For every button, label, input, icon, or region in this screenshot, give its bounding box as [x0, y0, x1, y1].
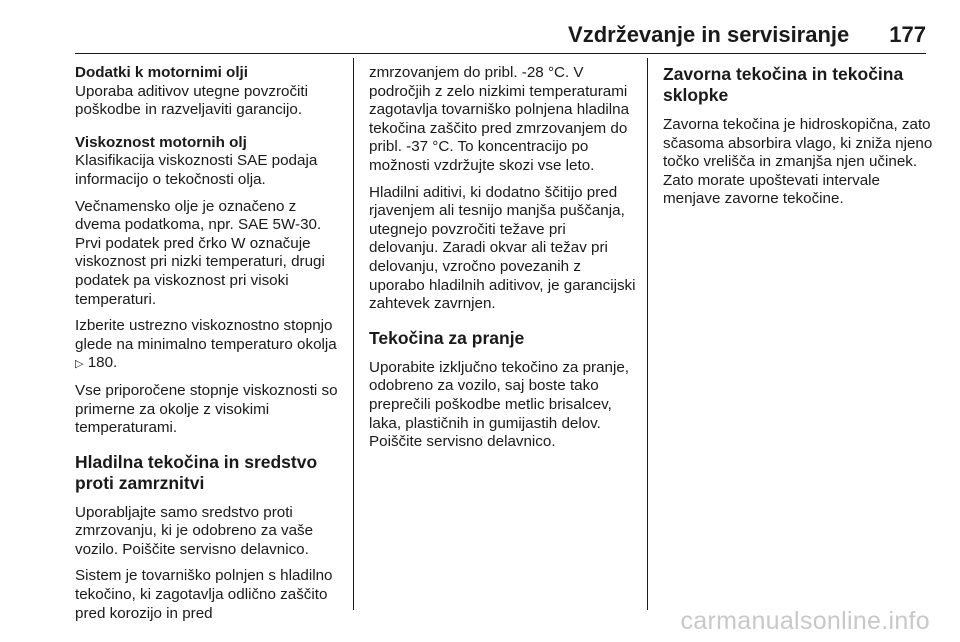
column-2 [369, 64, 639, 460]
paragraph: Hladilni aditivi, ki dodatno ščitijo pred rjavenjem ali tesnijo manjša puščanja, utegnejo povzročiti težave pri delovanju. Zaradi okvar ali težav pri delovanju, vzročno povezanih z uporabo hladilnih aditivov, je garancijski zahtevek zavrnjen. [369, 183, 636, 313]
paragraph: Uporabljajte samo sredstvo proti zmrzovanju, ki je odobreno za vaše vozilo. Poiščite servisno delavnico. [75, 503, 314, 558]
paragraph: Zavorna tekočina je hidroskopična, zato sčasoma absorbira vlago, ki zniža njeno točko vrelišča in zmanjša njen učinek. Zato morate upoštevati intervale menjave zavorne tekočine. [663, 116, 933, 208]
section-title: Vzdrževanje in servisiranje [568, 22, 850, 47]
paragraph: Sistem je tovarniško polnjen s hladilno tekočino, ki zagotavlja odlično zaščito pred korozijo in pred [75, 567, 333, 622]
subheading-oil-additives: Dodatki k motornimi olji [75, 64, 248, 81]
page-reference[interactable]: 180. [87, 354, 118, 372]
engine-oil-additives-block [75, 64, 345, 120]
engine-oil-viscosity-block [75, 134, 345, 438]
column-divider-2 [647, 58, 648, 610]
paragraph-with-reference [75, 317, 345, 374]
page-header [568, 22, 926, 48]
paragraph: Uporabite izključno tekočino za pranje, odobreno za vozilo, saj boste tako preprečili poškodbe metlic brisalcev, laka, plastičnih in gumijastih delov. Poiščite servisno delavnico. [369, 358, 630, 451]
page-number: 177 [889, 22, 926, 47]
column-divider-1 [353, 58, 354, 610]
paragraph: zmrzovanjem do pribl. -28 °C. V področjih z zelo nizkimi temperaturami zagotavlja tovarniško polnjena hladilna tekočina zaščito pred zmrzovanjem do pribl. -37 °C. To koncentracijo po možnosti vzdržujte skozi vse leto. [369, 64, 630, 174]
paragraph-text: Izberite ustrezno viskoznostno stopnjo glede na minimalno temperaturo okolja [75, 317, 337, 353]
paragraph: Uporaba aditivov utegne povzročiti poškodbe in razveljaviti garancijo. [75, 82, 309, 119]
paragraph: Klasifikacija viskoznosti SAE podaja informacijo o tekočnosti olja. [75, 152, 318, 188]
paragraph: Večnamensko olje je označeno z dvema podatkoma, npr. SAE 5W-30. Prvi podatek pred črko W označuje viskoznost pri nizki temperaturi, drugi podatek pa viskoznost pri visoki temperaturi. [75, 197, 325, 308]
heading-washer-fluid: Tekočina za pranje [369, 327, 525, 348]
subheading-oil-viscosity: Viskoznost motornih olj [75, 133, 247, 151]
column-1 [75, 64, 345, 631]
header-rule [75, 53, 926, 54]
column-3 [663, 64, 933, 217]
heading-coolant-antifreeze: Hladilna tekočina in sredstvo proti zamrznitvi [75, 451, 318, 493]
paragraph: Vse priporočene stopnje viskoznosti so primerne za okolje z visokimi temperaturami. [75, 381, 338, 437]
heading-brake-clutch-fluid: Zavorna tekočina in tekočina sklopke [663, 64, 904, 105]
watermark: carmanualsonline.info [680, 607, 930, 635]
triangle-right-icon: ▷ [75, 358, 84, 371]
